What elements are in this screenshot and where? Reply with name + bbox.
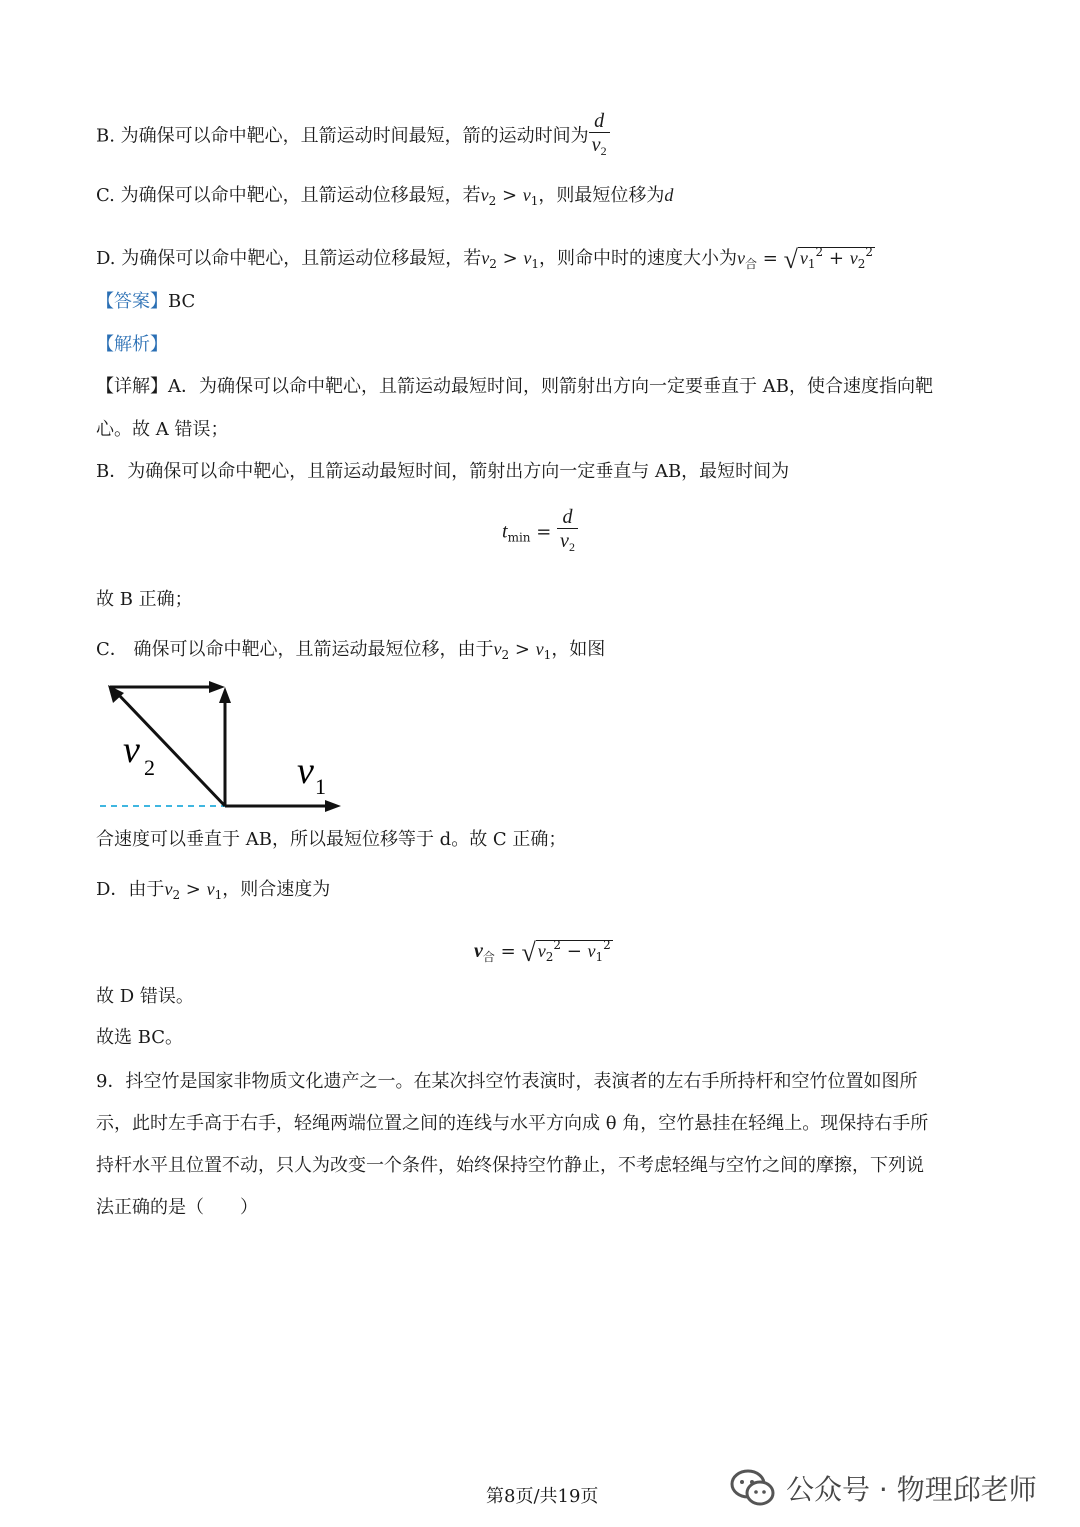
q9-line-2: 示，此时左手高于右手，轻绳两端位置之间的连线与水平方向成 θ 角，空竹悬挂在轻绳上。现保持右手所 [96,1113,929,1134]
detail-line-4: 故 B 正确； [96,589,193,610]
sqrt-expression: √ $v_1^2 + v_2^2$ [783,245,873,274]
v1-arrowhead [325,800,341,812]
detail-line-2: 心。故 A 错误； [96,419,229,440]
answer-label: 【答案】 [96,291,168,312]
label-v2-sub: 2 [144,755,155,780]
label-v1: v [297,750,314,792]
vhe-formula: $v_合$ = √ $v_2^2 - v_1^2$ [474,938,611,967]
option-d: D. 为确保可以命中靶心，且箭运动位移最短，若$v_2 > v_1$，则命中时的速度大小为$v_合$ = √ $v_1^2 + v_2^2$ [96,240,875,276]
option-b-text: B. 为确保可以命中靶心，且箭运动时间最短，箭的运动时间为 [96,125,589,147]
vector-diagram [95,675,355,820]
detail-line-1: 【详解】A．为确保可以命中靶心，且箭运动最短时间，则箭射出方向一定要垂直于 AB，使合速度指向靶 [96,376,933,397]
analysis-label: 【解析】 [96,334,168,355]
detail-line-7: D．由于$v_2 > v_1$，则合速度为 [96,879,331,902]
option-b [96,110,610,163]
page-number: 第8页/共19页 [486,1486,599,1507]
answer-value: BC [168,291,196,312]
label-v1-sub: 1 [315,774,326,799]
tmin-formula: $t_{min}$ = $\frac{d}{v_2}$ [502,506,578,559]
answer-line [96,290,195,314]
detail-line-3: B．为确保可以命中靶心，且箭运动最短时间，箭射出方向一定垂直与 AB，最短时间为 [96,461,790,482]
detail-line-8: 故 D 错误。 [96,986,194,1007]
wechat-icon [730,1469,776,1507]
detail-line-5: C． 确保可以命中靶心，且箭运动最短位移，由于$v_2 > v_1$，如图 [96,639,606,662]
q9-line-3: 持杆水平且位置不动，只人为改变一个条件，始终保持空竹静止，不考虑轻绳与空竹之间的摩擦，下列说 [96,1155,924,1176]
watermark-text: 公众号 · 物理邱老师 [786,1473,1037,1506]
fraction-d-over-v2: $\frac{d}{v_2}$ [589,110,610,163]
detail-line-6: 合速度可以垂直于 AB，所以最短位移等于 d。故 C 正确； [96,829,567,850]
detail-line-9: 故选 BC。 [96,1027,184,1048]
option-c: C. 为确保可以命中靶心，且箭运动位移最短，若$v_2 > v_1$，则最短位移为d [96,185,674,208]
resultant-arrowhead [219,687,231,703]
q9-line-1: 9．抖空竹是国家非物质文化遗产之一。在某次抖空竹表演时，表演者的左右手所持杆和空竹位置如图所 [96,1071,918,1092]
watermark [730,1468,1037,1508]
label-v2: v [123,729,140,771]
q9-line-4: 法正确的是（ ） [96,1197,258,1218]
v1-top-arrowhead [209,681,225,693]
